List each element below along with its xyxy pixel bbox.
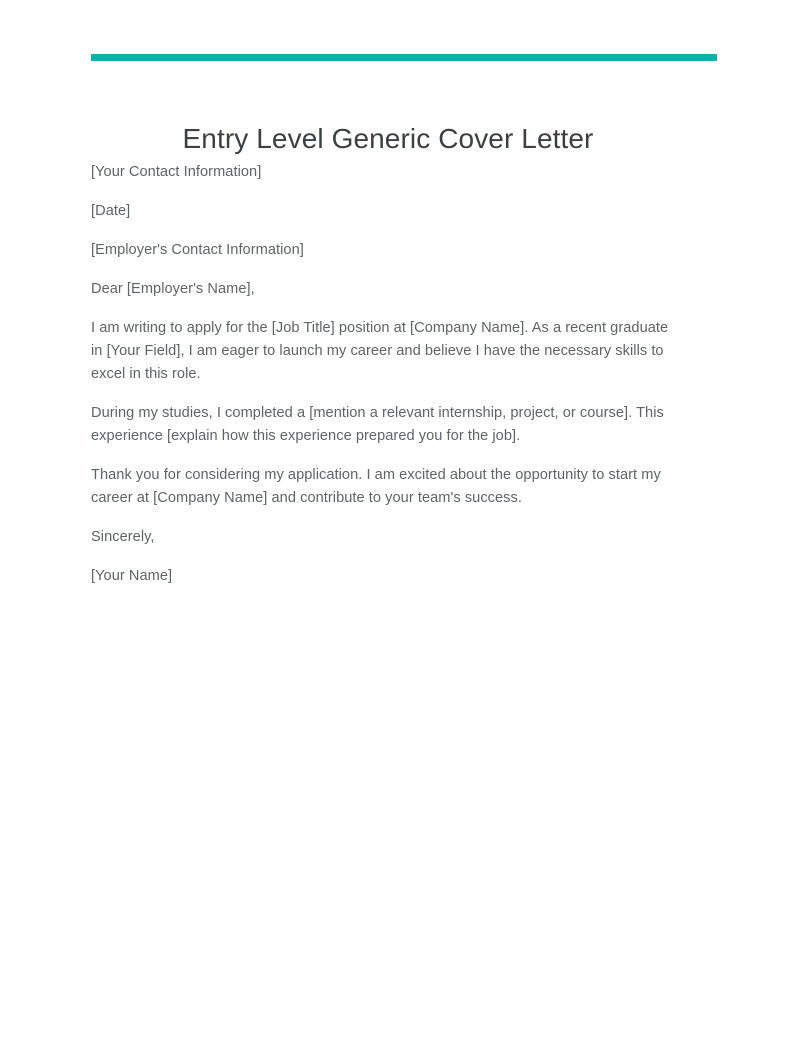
paragraph-experience: During my studies, I completed a [mention a relevant internship, project, or course]. This experience [explain how this experience prepared you for the job]. xyxy=(91,405,664,444)
paragraph-signature-name: [Your Name] xyxy=(91,568,173,584)
accent-rule-divider xyxy=(91,54,717,61)
paragraph-closing: Thank you for considering my application. I am excited about the opportunity to start my career at [Company Name] and contribute to your team's success. xyxy=(91,467,661,506)
page-title: Entry Level Generic Cover Letter xyxy=(182,122,594,154)
paragraph-date: [Date] xyxy=(91,203,131,219)
paragraph-opening: I am writing to apply for the [Job Title] position at [Company Name]. As a recent graduate in [Your Field], I am eager to launch my career and believe I have the necessary skills to excel in this role. xyxy=(91,320,669,382)
paragraph-salutation: Dear [Employer's Name], xyxy=(91,281,255,297)
paragraph-employer-contact-information: [Employer's Contact Information] xyxy=(91,242,304,258)
paragraph-your-contact-information: [Your Contact Information] xyxy=(91,164,262,180)
paragraph-signoff: Sincerely, xyxy=(91,529,155,545)
letter-body xyxy=(91,161,683,588)
